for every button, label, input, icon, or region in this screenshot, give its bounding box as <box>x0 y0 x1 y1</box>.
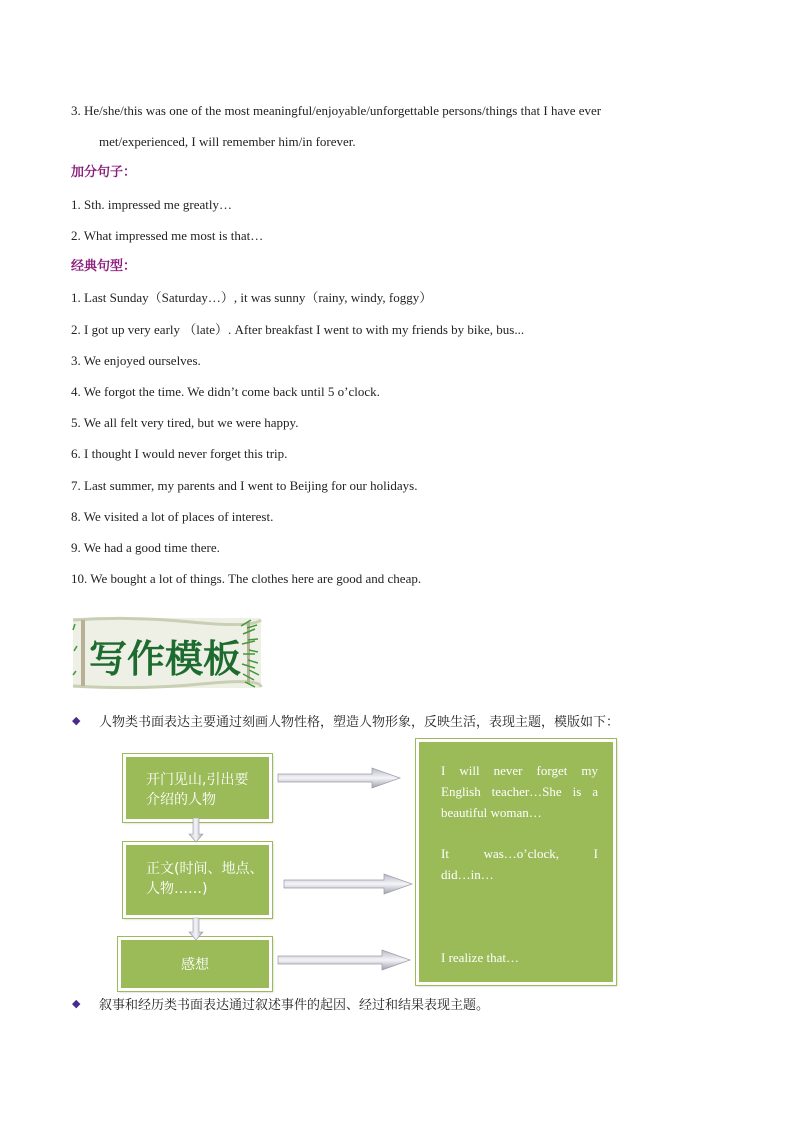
example-line: English teacher…She is a <box>441 784 598 799</box>
diagram-box-example <box>416 739 616 985</box>
box-line: 介绍的人物 <box>146 792 216 808</box>
classic-item: 8. We visited a lot of places of interest. <box>71 509 274 524</box>
intro-line-1: 3. He/she/this was one of the most meaningful/enjoyable/unforgettable persons/things that I have ever <box>71 103 602 118</box>
diagram-box-reflection <box>118 937 272 991</box>
bullet-text-2: 叙事和经历类书面表达通过叙述事件的起因、经过和结果表现主题。 <box>99 998 490 1013</box>
classic-item: 2. I got up very early （late）. After breakfast I went to with my friends by bike, bus... <box>71 322 525 337</box>
classic-item: 4. We forgot the time. We didn’t come back until 5 o’clock. <box>71 384 380 399</box>
classic-item: 3. We enjoyed ourselves. <box>71 353 201 368</box>
diamond-bullet-icon: ◆ <box>72 998 81 1010</box>
connector-down-arrows <box>186 818 206 942</box>
classic-item: 1. Last Sunday（Saturday…）, it was sunny（rainy, windy, foggy） <box>71 290 433 305</box>
classic-item: 5. We all felt very tired, but we were happy. <box>71 415 299 430</box>
example-line: I will never forget my <box>441 763 598 778</box>
classic-heading: 经典句型： <box>71 259 137 274</box>
example-paragraph-1 <box>441 760 598 823</box>
classic-item: 9. We had a good time there. <box>71 540 220 555</box>
box-line: 正文(时间、地点、 <box>146 861 264 877</box>
example-paragraph-3 <box>441 947 598 968</box>
classic-item: 10. We bought a lot of things. The clothes here are good and cheap. <box>71 571 422 586</box>
classic-item: 6. I thought I would never forget this trip. <box>71 446 288 461</box>
bullet-text-1: 人物类书面表达主要通过刻画人物性格，塑造人物形象，反映生活，表现主题，模版如下： <box>99 715 620 730</box>
diagram-box-opening <box>123 754 272 822</box>
example-line: It was…o’clock, I <box>441 846 598 861</box>
example-line: did…in… <box>441 867 494 882</box>
box-line: 感想 <box>181 957 209 973</box>
diamond-bullet-icon: ◆ <box>72 715 81 727</box>
bonus-item: 2. What impressed me most is that… <box>71 228 264 243</box>
example-paragraph-2 <box>441 843 598 885</box>
intro-line-2: met/experienced, I will remember him/in forever. <box>99 134 356 149</box>
example-line: I realize that… <box>441 950 519 965</box>
box-line: 开门见山,引出要 <box>146 772 249 788</box>
connector-right-arrows <box>276 764 416 974</box>
banner-text: 写作模板 <box>89 637 242 681</box>
writing-template-banner <box>71 616 263 690</box>
bonus-heading: 加分句子： <box>71 165 137 180</box>
classic-item: 7. Last summer, my parents and I went to Beijing for our holidays. <box>71 478 418 493</box>
bonus-item: 1. Sth. impressed me greatly… <box>71 197 233 212</box>
example-line: beautiful woman… <box>441 805 542 820</box>
box-line: 人物……) <box>146 881 208 897</box>
